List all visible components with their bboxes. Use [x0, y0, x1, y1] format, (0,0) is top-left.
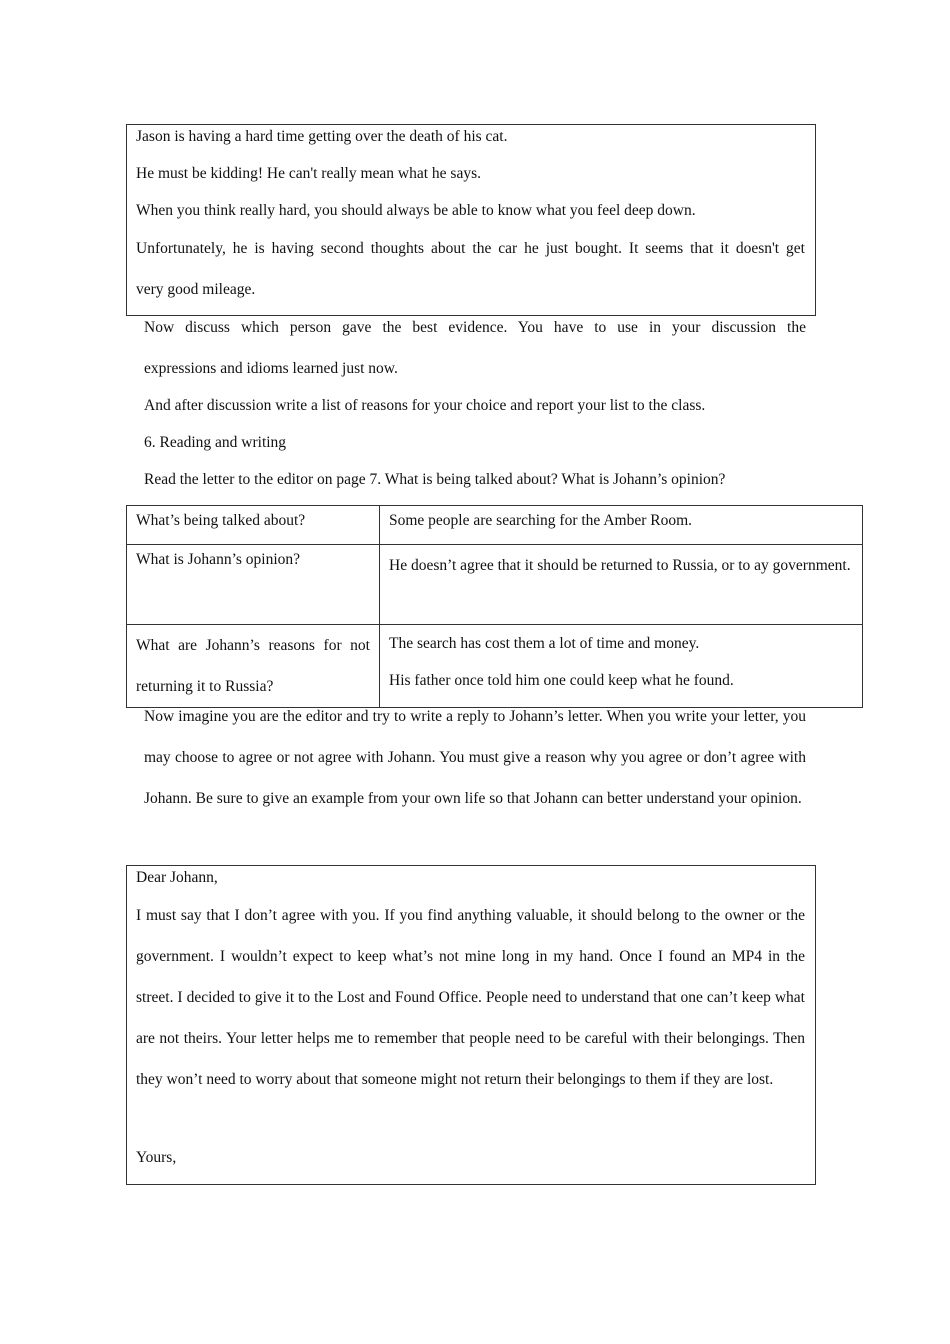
letter-closing: Yours, — [136, 1149, 177, 1166]
sentence-4-continued: very good mileage. — [136, 281, 256, 298]
reading-instruction: Read the letter to the editor on page 7. What is being talked about? What is Johann’s opinion? — [144, 471, 726, 488]
letter-greeting: Dear Johann, — [136, 869, 218, 886]
answer-cell: Some people are searching for the Amber Room. — [380, 506, 863, 545]
question-cell: What is Johann’s opinion? — [127, 545, 380, 625]
writing-instruction: Now imagine you are the editor and try to write a reply to Johann’s letter. When you write your letter, you may choose to agree or not agree with Johann. You must give a reason why you agree or don’t agree with Johann. Be sure to give an example from your own life so that Johann can better understand your opinion. — [144, 708, 806, 807]
reading-table — [126, 505, 863, 708]
question-cell: What’s being talked about? — [127, 506, 380, 545]
table-row — [127, 506, 863, 545]
answer-line: His father once told him one could keep what he found. — [389, 672, 734, 689]
answer-line: The search has cost them a lot of time and money. — [389, 635, 700, 652]
sentence-3: When you think really hard, you should always be able to know what you feel deep down. — [136, 202, 696, 219]
question-cell: What are Johann’s reasons for not returning it to Russia? — [127, 625, 380, 708]
sentence-1: Jason is having a hard time getting over the death of his cat. — [136, 128, 508, 145]
table-row — [127, 545, 863, 625]
sentence-2: He must be kidding! He can't really mean what he says. — [136, 165, 481, 182]
answer-cell: He doesn’t agree that it should be returned to Russia, or to ay government. — [380, 545, 863, 625]
sentence-4: Unfortunately, he is having second thoughts about the car he just bought. It seems that it doesn't get — [136, 240, 805, 257]
discussion-instruction-continued: expressions and idioms learned just now. — [144, 360, 398, 377]
section-heading: 6. Reading and writing — [144, 434, 287, 451]
letter-body: I must say that I don’t agree with you. If you find anything valuable, it should belong to the owner or the government. I wouldn’t expect to keep what’s not mine long in my hand. Once I found an MP4 in the street. I decided to give it to the Lost and Found Office. People need to understand that one can’t keep what are not theirs. Your letter helps me to remember that people need to be careful with their belongings. Then they won’t need to worry about that someone might not return their belongings to them if they are lost. — [136, 907, 805, 1088]
report-instruction: And after discussion write a list of reasons for your choice and report your list to the class. — [144, 397, 706, 414]
discussion-instruction: Now discuss which person gave the best evidence. You have to use in your discussion the — [144, 319, 806, 336]
